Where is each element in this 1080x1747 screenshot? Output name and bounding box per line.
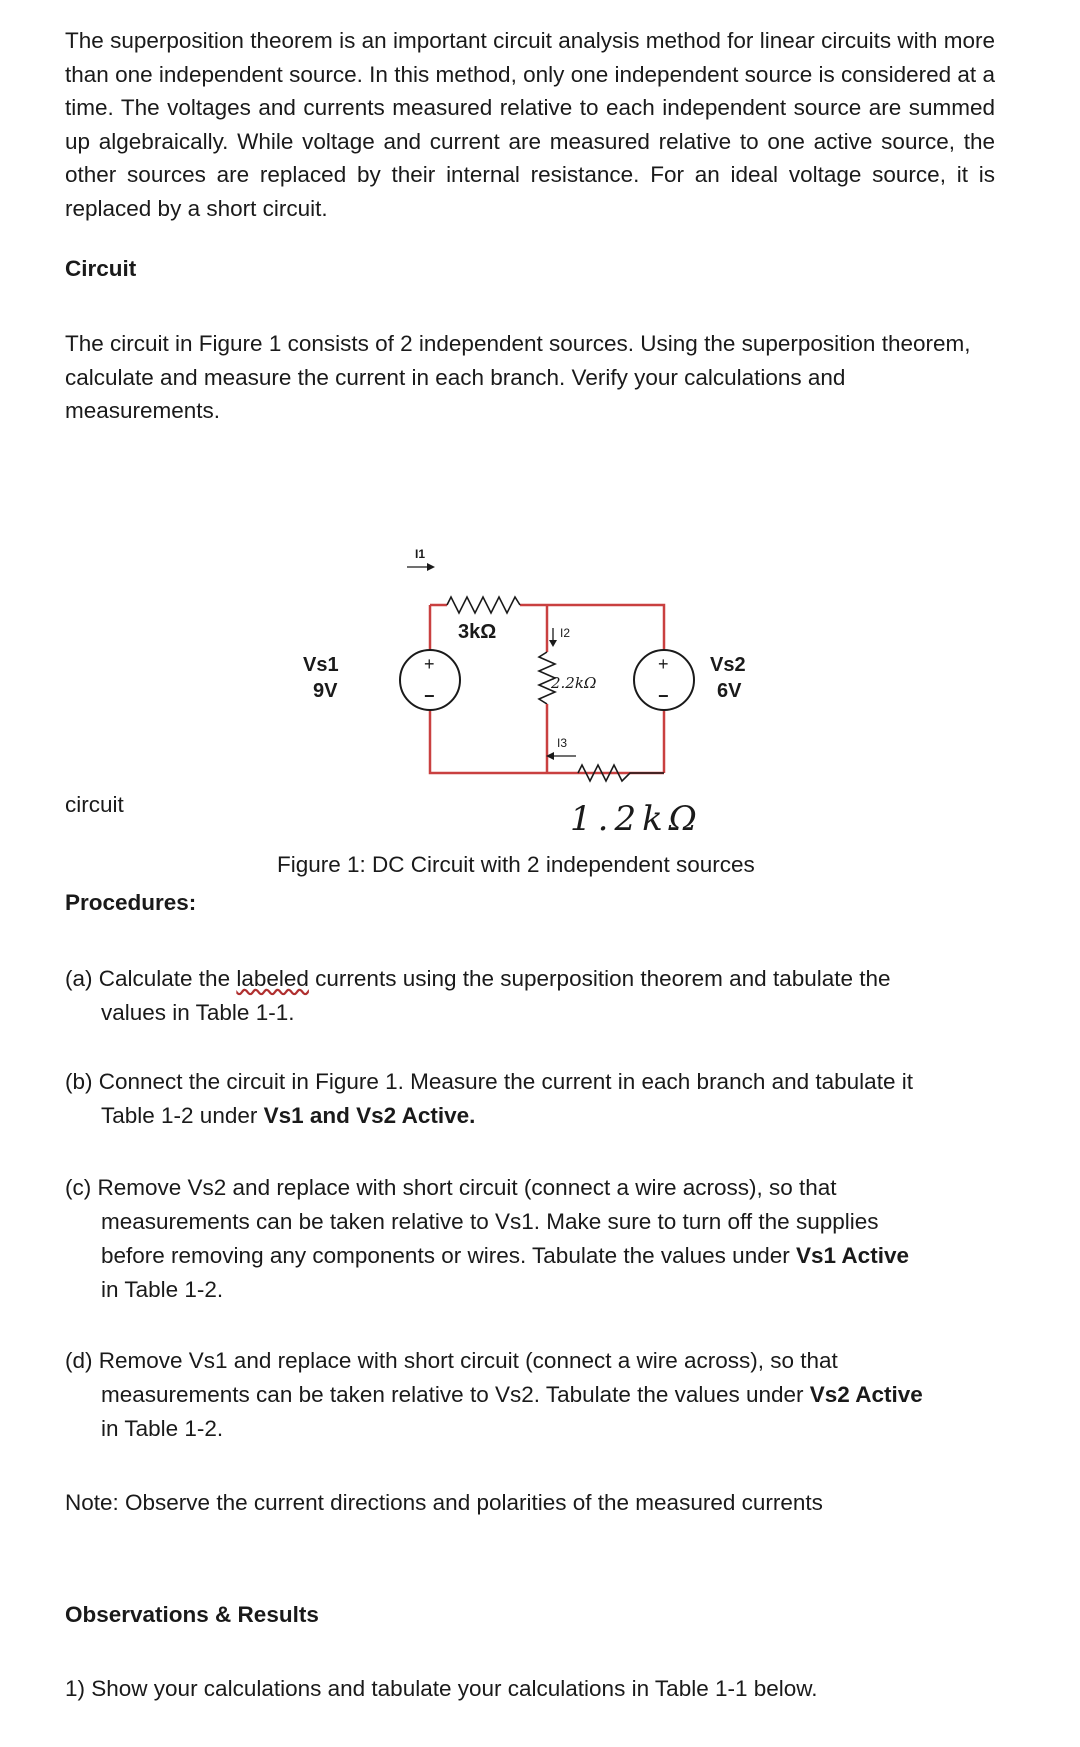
resistor-r3-handwritten: 1.2kΩ (570, 799, 703, 839)
step-c-line2: measurements can be taken relative to Vs1. Make sure to turn off the supplies (101, 1209, 879, 1234)
vs1-value: 9V (313, 680, 338, 702)
observations-heading: Observations & Results (65, 1602, 319, 1627)
step-c-line1: (c) Remove Vs2 and replace with short circuit (connect a wire across), so that (65, 1175, 837, 1200)
vs1-minus: − (424, 686, 435, 706)
step-d-line2-pre: measurements can be taken relative to Vs2. Tabulate the values under (101, 1382, 810, 1407)
step-d-line2 (65, 1378, 1005, 1412)
step-a-pre: (a) Calculate the (65, 966, 237, 991)
current-i1-label: I1 (415, 547, 426, 561)
current-i1-arrowhead (427, 563, 435, 571)
note: Note: Observe the current directions and polarities of the measured currents (65, 1490, 823, 1515)
step-b (65, 1065, 1005, 1133)
step-a-post: currents using the superposition theorem and tabulate the (308, 966, 891, 991)
step-a (65, 962, 1005, 1030)
step-c-line3-pre: before removing any components or wires. Tabulate the values under (101, 1243, 796, 1268)
current-i3-label: I3 (557, 736, 568, 750)
step-b-cont-bold: Vs1 and Vs2 Active. (263, 1103, 476, 1128)
step-a-underlined: labeled (236, 966, 309, 991)
vs2-value: 6V (717, 680, 742, 702)
circuit-description: The circuit in Figure 1 consists of 2 independent sources. Using the superposition theorem, calculate and measure the current in each branch. Verify your calculations and measurements. (65, 331, 971, 423)
vs1-name: Vs1 (303, 654, 339, 676)
resistor-r1-label: 3kΩ (458, 621, 497, 643)
procedures-heading: Procedures: (65, 890, 197, 915)
resistor-r2-handwritten: 2.2kΩ (551, 674, 597, 692)
step-c-line3-bold: Vs1 Active (795, 1243, 909, 1268)
step-c-line3 (65, 1239, 1005, 1273)
vs2-minus: − (658, 686, 669, 706)
step-b-cont (65, 1099, 1005, 1133)
step-b-line1: (b) Connect the circuit in Figure 1. Measure the current in each branch and tabulate it (65, 1069, 913, 1094)
step-d-line1: (d) Remove Vs1 and replace with short circuit (connect a wire across), so that (65, 1348, 838, 1373)
step-d-line3: in Table 1-2. (101, 1416, 224, 1441)
circuit-heading: Circuit (65, 256, 137, 281)
intro-paragraph: The superposition theorem is an important circuit analysis method for linear circuits with more than one independent source. In this method, only one independent source is considered at a time. The voltages and currents measured relative to each independent source are summed up algebraically. While voltage and current are measured relative to one active source, the other sources are replaced by their internal resistance. For an ideal voltage source, it is replaced by a short circuit. (65, 28, 995, 221)
circuit-diagram (270, 540, 810, 840)
step-c-line4: in Table 1-2. (101, 1277, 224, 1302)
step-b-cont-pre: Table 1-2 under (101, 1103, 264, 1128)
vs2-name: Vs2 (710, 654, 746, 676)
step-d (65, 1344, 1005, 1446)
vs2-plus: + (658, 654, 669, 674)
observation-1: 1) Show your calculations and tabulate your calculations in Table 1-1 below. (65, 1676, 818, 1701)
step-d-line2-bold: Vs2 Active (809, 1382, 923, 1407)
figure-caption: Figure 1: DC Circuit with 2 independent sources (277, 852, 755, 877)
resistor-r1 (447, 597, 520, 613)
step-c (65, 1171, 1005, 1307)
current-i2-label: I2 (560, 626, 571, 640)
side-label-circuit: circuit (65, 792, 124, 817)
vs1-plus: + (424, 654, 435, 674)
current-i2-arrowhead (549, 640, 557, 647)
step-a-cont: values in Table 1-1. (101, 1000, 295, 1025)
